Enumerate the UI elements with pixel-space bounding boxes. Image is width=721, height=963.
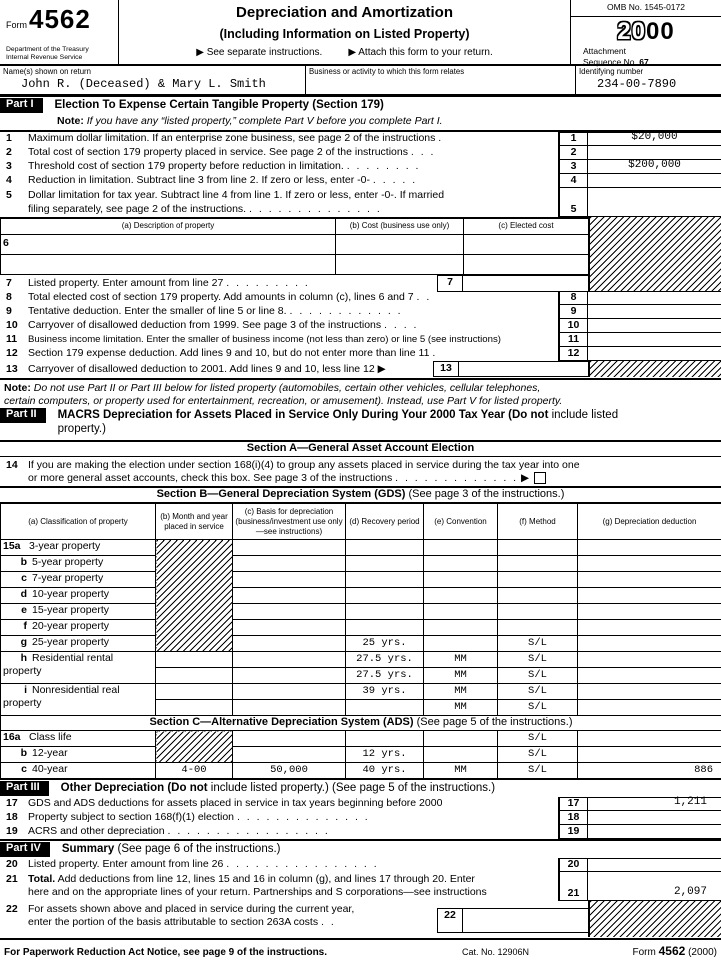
cell-16b-method: S/L [498, 747, 578, 763]
cell-15i-deduction[interactable] [578, 684, 721, 700]
line-19-value[interactable] [588, 825, 721, 839]
cell-16c-convention[interactable]: MM [424, 763, 498, 779]
line-2-row: 2 Total cost of section 179 property placed in service. See page 2 of the instructions . . . 2 [0, 146, 721, 160]
cell-15i2-basis[interactable] [233, 700, 346, 716]
col-a-header: (a) Description of property [1, 218, 336, 234]
line-22-value[interactable] [462, 908, 588, 933]
cell-15c-recovery[interactable] [346, 572, 424, 588]
line-3-numbox: 3 [558, 160, 588, 174]
line-20-numbox: 20 [558, 858, 588, 872]
line-6-cost-cell-2[interactable] [336, 254, 464, 274]
line-9-row: 9 Tentative deduction. Enter the smaller of line 5 or line 8. . . . . . . . . . . . . 9 [0, 305, 721, 319]
line-17-row: 17 GDS and ADS deductions for assets placed in service in tax years beginning before 2000 17 1,211 [0, 797, 721, 811]
line-7-row: 7 Listed property. Enter amount from line 27 . . . . . . . . . 7 [0, 275, 721, 293]
line-6-desc-cell-2[interactable] [1, 254, 336, 274]
cell-15h-method: S/L [498, 652, 578, 668]
form-number-block [0, 0, 118, 64]
omb-number: OMB No. 1545-0172 [571, 0, 721, 17]
form-title: Depreciation and Amortization [236, 4, 453, 21]
attach-note: ▶ Attach this form to your return. [348, 46, 493, 58]
cell-16a-basis[interactable] [233, 731, 346, 747]
col-c-header: (c) Elected cost [464, 218, 589, 234]
part4-lines [0, 858, 721, 938]
cell-15b-recovery[interactable] [346, 556, 424, 572]
cell-15a-deduction[interactable] [578, 540, 721, 556]
line-5-value[interactable] [588, 188, 721, 217]
cell-15h2-basis[interactable] [233, 668, 346, 684]
cell-15f-recovery[interactable] [346, 620, 424, 636]
part1-label: Part I [0, 98, 43, 113]
line-12-value[interactable] [588, 347, 721, 361]
row-15f: f 20-year property [1, 620, 721, 636]
row-15c: c 7-year property [1, 572, 721, 588]
taxpayer-info-row [0, 66, 721, 97]
cell-16c-method[interactable]: S/L [498, 763, 578, 779]
part2-header-block [0, 407, 721, 442]
form-word: Form [6, 20, 27, 30]
hatched-area [156, 731, 233, 763]
cell-15e-method[interactable] [498, 604, 578, 620]
line-13-value[interactable] [458, 361, 588, 377]
line-17-value[interactable]: 1,211 [588, 797, 721, 811]
cell-15f-deduction[interactable] [578, 620, 721, 636]
form-number: 4562 [29, 4, 91, 34]
cell-15i2-recovery[interactable] [346, 700, 424, 716]
cell-16a-recovery[interactable] [346, 731, 424, 747]
header-basis: (c) Basis for depreciation (business/investment use only—see instructions) [233, 503, 346, 540]
line-12-row: 12 Section 179 expense deduction. Add lines 9 and 10, but do not enter more than line 11 . 12 [0, 347, 721, 361]
line-20-value[interactable] [588, 858, 721, 872]
cell-16b-deduction[interactable] [578, 747, 721, 763]
cell-16c-basis[interactable]: 50,000 [233, 763, 346, 779]
cell-15g-recovery: 25 yrs. [346, 636, 424, 652]
line-10-row: 10 Carryover of disallowed deduction from 1999. See page 3 of the instructions . . . . 10 [0, 319, 721, 333]
cell-15i-recovery: 39 yrs. [346, 684, 424, 700]
line-18-numbox: 18 [558, 811, 588, 825]
row-16b: b 12-year 12 yrs. S/L [1, 747, 721, 763]
cell-15h-recovery: 27.5 yrs. [346, 652, 424, 668]
cell-15g-deduction[interactable] [578, 636, 721, 652]
cell-15b-basis[interactable] [233, 556, 346, 572]
sequence-number: 67 [639, 56, 649, 67]
cell-16a-deduction[interactable] [578, 731, 721, 747]
row-15g: g 25-year property 25 yrs. S/L [1, 636, 721, 652]
line-7-value[interactable] [462, 275, 588, 292]
paperwork-notice: For Paperwork Reduction Act Notice, see page 9 of the instructions. [4, 946, 328, 958]
part1-bar [0, 97, 721, 115]
header-convention: (e) Convention [424, 503, 498, 540]
cell-15i-convention: MM [424, 684, 498, 700]
line-17-numbox: 17 [558, 797, 588, 811]
listed-property-note: Note: Do not use Part II or Part III below for listed property (automobiles, certain other vehicles, cellular telephones, certain computers, or property used for entertainment, recreation, or amusement). Instead, use Part V for listed property. [4, 382, 563, 408]
line-11-numbox: 11 [558, 333, 588, 347]
line-2-value[interactable] [588, 146, 721, 160]
catalog-number: Cat. No. 12906N [461, 946, 530, 957]
line-6-elected-cell-1[interactable] [464, 234, 589, 254]
line-4-numbox: 4 [558, 174, 588, 188]
row-16a: 16a Class life S/L [1, 731, 721, 747]
line-8-value[interactable] [588, 291, 721, 305]
cell-15g-basis[interactable] [233, 636, 346, 652]
section-a-header: Section A—General Asset Account Election [0, 442, 721, 457]
cell-15b-deduction[interactable] [578, 556, 721, 572]
arrow-icon: ▶ [521, 471, 530, 484]
line-3-value[interactable]: $200,000 [588, 160, 721, 174]
cell-15g-method: S/L [498, 636, 578, 652]
line-22-row: 22 For assets shown above and placed in service during the current year, enter the portion of the basis attributable to section 263A costs . . 22 [0, 901, 721, 938]
cell-15h2-month[interactable] [156, 668, 233, 684]
cell-15c-method[interactable] [498, 572, 578, 588]
part1-lines-8-13 [0, 291, 721, 380]
form-footer-id: Form 4562 (2000) [632, 943, 717, 958]
row-15i: i Nonresidential real property 39 yrs. MM S/L [1, 684, 721, 700]
cell-15i2-method: S/L [498, 700, 578, 716]
cell-15c-deduction[interactable] [578, 572, 721, 588]
line-6-table-wrap [0, 217, 721, 291]
line-1-row: 1 Maximum dollar limitation. If an enterprise zone business, see page 2 of the instructions . 1 $20,000 [0, 132, 721, 146]
cell-15h2-recovery: 27.5 yrs. [346, 668, 424, 684]
form-footer [0, 938, 721, 960]
line-10-value[interactable] [588, 319, 721, 333]
line-19-row: 19 ACRS and other depreciation . . . . . . . . . . . . . . . . . 19 [0, 825, 721, 839]
identifying-number-field[interactable]: 234-00-7890 [597, 76, 677, 91]
depreciation-table [0, 502, 721, 780]
cell-15d-deduction[interactable] [578, 588, 721, 604]
cell-15f-basis[interactable] [233, 620, 346, 636]
part2-bar: Part II MACRS Depreciation for Assets Placed in Service Only During Your 2000 Tax Year (Do not include listed property.) [0, 407, 721, 438]
row-15e: e 15-year property [1, 604, 721, 620]
cell-15e-convention[interactable] [424, 604, 498, 620]
cell-15i-month[interactable] [156, 684, 233, 700]
header-recovery: (d) Recovery period [346, 503, 424, 540]
cell-15d-method[interactable] [498, 588, 578, 604]
tax-year: 2000 [617, 17, 675, 45]
hatched-area [588, 361, 721, 377]
cell-16b-recovery: 12 yrs. [346, 747, 424, 763]
title-block [118, 0, 570, 64]
cell-16c-deduction[interactable]: 886 [578, 763, 721, 779]
line-2-numbox: 2 [558, 146, 588, 160]
form-header [0, 0, 721, 66]
cell-15h-convention: MM [424, 652, 498, 668]
cell-15h2-method: S/L [498, 668, 578, 684]
part2-label: Part II [0, 408, 46, 423]
line-7-numbox: 7 [437, 275, 463, 292]
cell-15h-month[interactable] [156, 652, 233, 668]
header-classification: (a) Classification of property [1, 503, 156, 540]
line-21-row: 21 Total. Add deductions from line 12, lines 15 and 16 in column (g), and lines 17 through 20. Enter here and on the appropriate lines of your return. Partnerships and S corporations—see instructions 21 2,097 [0, 872, 721, 901]
cell-15b-convention[interactable] [424, 556, 498, 572]
line-11-row: 11 Business income limitation. Enter the smaller of business income (not less than zero) or line 5 (see instructions) 11 [0, 333, 721, 347]
header-deduction: (g) Depreciation deduction [578, 503, 721, 540]
line-22-numbox: 22 [437, 908, 463, 933]
line-18-value[interactable] [588, 811, 721, 825]
cell-15h-deduction[interactable] [578, 652, 721, 668]
hatched-area [588, 901, 721, 937]
cell-15a-basis[interactable] [233, 540, 346, 556]
cell-15c-basis[interactable] [233, 572, 346, 588]
line-5-row: 5 Dollar limitation for tax year. Subtract line 4 from line 1. If zero or less, enter -0-. If married filing separately, see page 2 of the instructions. . . . . . . . . . . . . . . 5 [0, 188, 721, 217]
cell-16b-basis[interactable] [233, 747, 346, 763]
part1-lines [0, 130, 721, 217]
cell-15i2-month[interactable] [156, 700, 233, 716]
cell-15e-basis[interactable] [233, 604, 346, 620]
name-label: Name(s) shown on return [3, 67, 91, 76]
arrow-icon: ▶ [377, 363, 386, 375]
cell-16c-month[interactable]: 4-00 [156, 763, 233, 779]
line-1-value[interactable]: $20,000 [588, 132, 721, 146]
line-1-numbox: 1 [558, 132, 588, 146]
name-field[interactable]: John R. (Deceased) & Mary L. Smith [21, 76, 266, 91]
section-b-header: Section B—General Depreciation System (GDS) (See page 3 of the instructions.) [156, 487, 565, 500]
header-method: (f) Method [498, 503, 578, 540]
line-12-numbox: 12 [558, 347, 588, 361]
col-b-header: (b) Cost (business use only) [336, 218, 464, 234]
cell-15d-basis[interactable] [233, 588, 346, 604]
line-19-numbox: 19 [558, 825, 588, 839]
line-9-value[interactable] [588, 305, 721, 319]
part4-label: Part IV [0, 842, 50, 857]
line-4-row: 4 Reduction in limitation. Subtract line 3 from line 2. If zero or less, enter -0- . . . . . 4 [0, 174, 721, 188]
line-14-row: 14 If you are making the election under section 168(i)(4) to group any assets placed in service during the tax year into one or more general asset accounts, check this box. See page 3 of the instructions . . . . . . . . . . . . . ▶ [0, 457, 721, 488]
line-10-numbox: 10 [558, 319, 588, 333]
dept-line2: Internal Revenue Service [6, 53, 83, 61]
line14-checkbox[interactable] [534, 472, 546, 484]
identifying-number-label: Identifying number [579, 67, 644, 76]
part1-title: Election To Expense Certain Tangible Property (Section 179) [54, 99, 384, 111]
cell-15i-basis[interactable] [233, 684, 346, 700]
section-c-header-row: Section C—Alternative Depreciation System (ADS) (See page 5 of the instructions.) [1, 716, 721, 731]
line-4-value[interactable] [588, 174, 721, 188]
form-subtitle: (Including Information on Listed Property) [219, 26, 470, 41]
cell-15a-convention[interactable] [424, 540, 498, 556]
line-20-row: 20 Listed property. Enter amount from line 26 . . . . . . . . . . . . . . . . 20 [0, 858, 721, 872]
line-6-elected-cell-2[interactable] [464, 254, 589, 274]
line-9-numbox: 9 [558, 305, 588, 319]
line-8-numbox: 8 [558, 291, 588, 305]
cell-15e-deduction[interactable] [578, 604, 721, 620]
cell-16c-recovery[interactable]: 40 yrs. [346, 763, 424, 779]
part3-lines [0, 797, 721, 839]
cell-15h2-convention: MM [424, 668, 498, 684]
cell-16a-method: S/L [498, 731, 578, 747]
dept-line1: Department of the Treasury [6, 45, 89, 53]
row-15b: b 5-year property [1, 556, 721, 572]
cell-15a-method[interactable] [498, 540, 578, 556]
cell-15f-convention[interactable] [424, 620, 498, 636]
line-13-numbox: 13 [433, 361, 459, 377]
row-15a: 15a 3-year property [1, 540, 721, 556]
line-5-numbox: 5 [558, 188, 588, 217]
cell-16a-convention[interactable] [424, 731, 498, 747]
part4-bar: Part IV Summary (See page 6 of the instructions.) [0, 839, 721, 858]
omb-year-block [570, 0, 721, 67]
see-instructions-note: ▶ See separate instructions. [196, 46, 323, 58]
part3-bar: Part III Other Depreciation (Do not include listed property.) (See page 5 of the instructions.) [0, 780, 721, 797]
sequence-label: Sequence No. [583, 56, 637, 67]
line-6-table [0, 217, 589, 275]
cell-15a-recovery[interactable] [346, 540, 424, 556]
part3-label: Part III [0, 781, 49, 796]
line-3-row: 3 Threshold cost of section 179 property before reduction in limitation. . . . . . . . . 3 $200,000 [0, 160, 721, 174]
row-15d: d 10-year property [1, 588, 721, 604]
row-16c: c 40-year 4-00 50,000 40 yrs. MM S/L 886 [1, 763, 721, 779]
cell-15d-convention[interactable] [424, 588, 498, 604]
line-13-row: 13 Carryover of disallowed deduction to 2001. Add lines 9 and 10, less line 12 ▶ 13 [0, 361, 721, 378]
cell-16b-convention[interactable] [424, 747, 498, 763]
cell-15b-method[interactable] [498, 556, 578, 572]
line-11-value[interactable] [588, 333, 721, 347]
cell-15d-recovery[interactable] [346, 588, 424, 604]
line-6-number: 6 [1, 234, 336, 254]
cell-15i-method: S/L [498, 684, 578, 700]
attachment-label: Attachment [583, 45, 626, 56]
header-month-year: (b) Month and year placed in service [156, 503, 233, 540]
line-21-value[interactable]: 2,097 [588, 872, 721, 901]
hatched-area [156, 540, 233, 652]
line-18-row: 18 Property subject to section 168(f)(1) election . . . . . . . . . . . . . . 18 [0, 811, 721, 825]
line-21-numbox: 21 [558, 872, 588, 901]
table-header-row [1, 503, 721, 540]
cell-15i2-deduction[interactable] [578, 700, 721, 716]
cell-15h-basis[interactable] [233, 652, 346, 668]
cell-15e-recovery[interactable] [346, 604, 424, 620]
line-6-cost-cell-1[interactable] [336, 234, 464, 254]
cell-15c-convention[interactable] [424, 572, 498, 588]
row-15h: h Residential rental property 27.5 yrs. MM S/L [1, 652, 721, 668]
part1-note: Note: If you have any “listed property,” complete Part V before you complete Part I. [57, 115, 443, 127]
cell-15i2-convention: MM [424, 700, 498, 716]
line-8-row: 8 Total elected cost of section 179 property. Add amounts in column (c), lines 6 and 7 . . 8 [0, 291, 721, 305]
cell-15f-method[interactable] [498, 620, 578, 636]
business-label: Business or activity to which this form relates [309, 67, 465, 76]
cell-15g-convention[interactable] [424, 636, 498, 652]
cell-15h2-deduction[interactable] [578, 668, 721, 684]
